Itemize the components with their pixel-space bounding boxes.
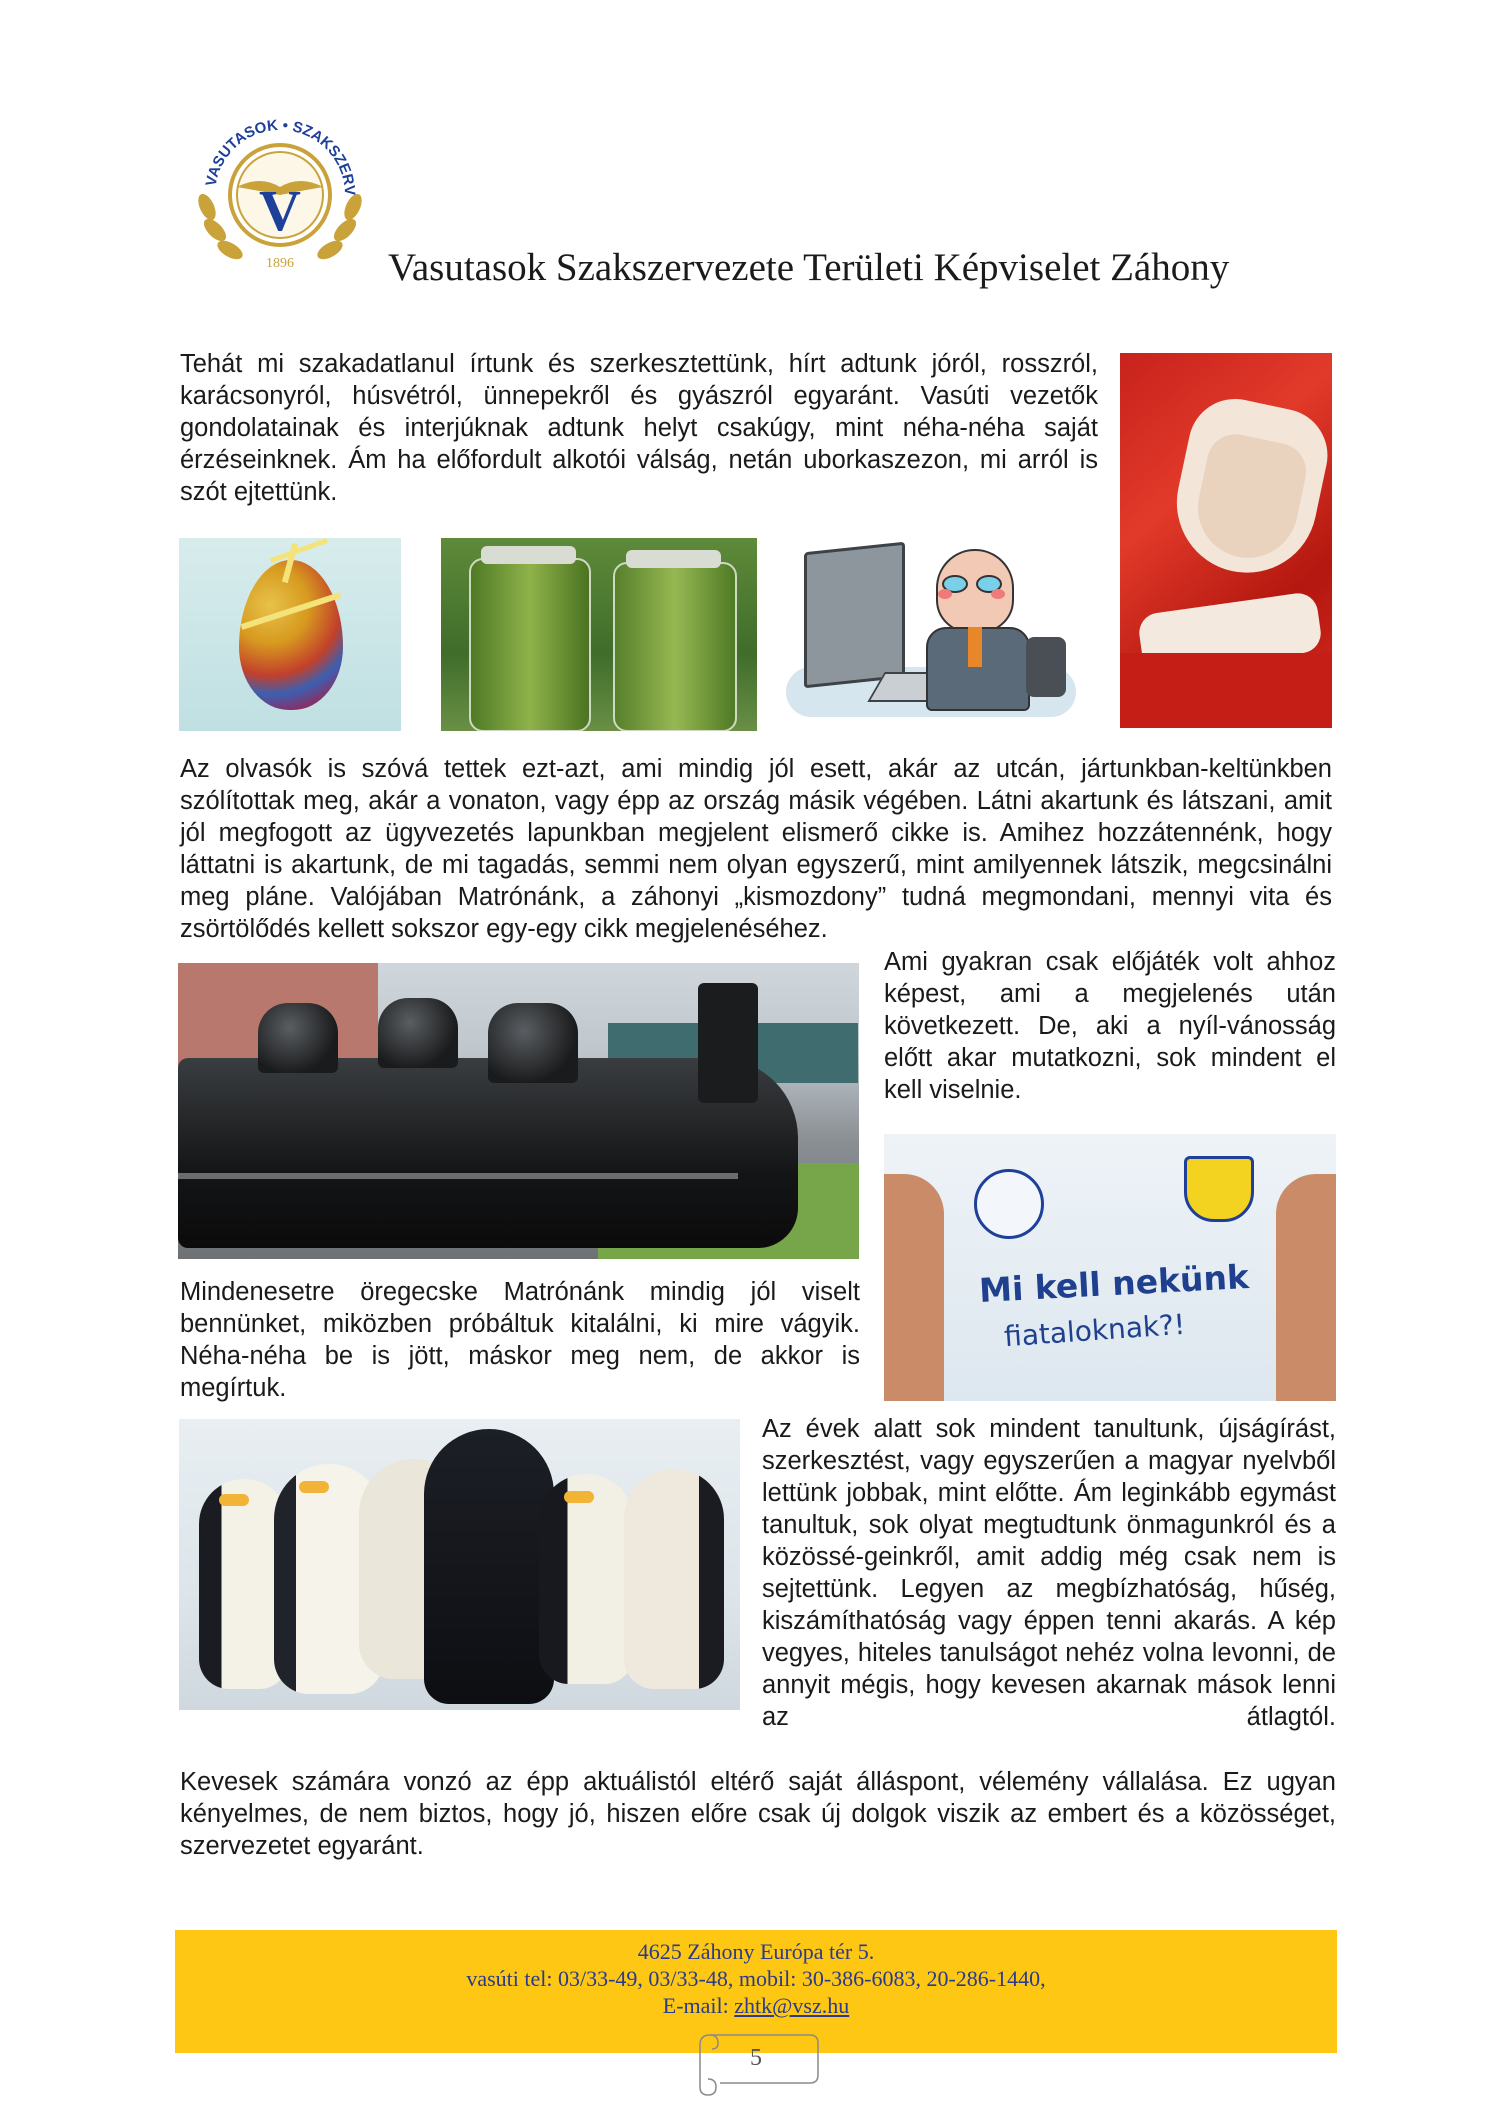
page-number: 5 [750,2045,762,2071]
footer-email-label: E-mail: [662,1993,735,2018]
paragraph-prelude: Ami gyakran csak előjáték volt ahhoz képest, ami a megjelenés után következett. De, aki a nyíl-vánosság előtt akar mutatkozni, sok mindent el kell viselnie. [884,948,1336,1104]
page-number-scroll [690,2025,825,2100]
santa-hat-photo [1120,353,1332,728]
page-title: Vasutasok Szakszervezete Területi Képviselet Záhony [388,246,1230,289]
union-shield-icon [1184,1156,1254,1222]
office-worker-cartoon [786,527,1082,727]
paragraph-conclusion: Kevesek számára vonzó az épp aktuálistól eltérő saját álláspont, vélemény vállalása. Ez ugyan kényelmes, de nem biztos, hogy jó, hiszen előre csak új dolgok viszik az embert és a közösséget, szervezetet egyaránt. [180,1768,1336,1860]
paragraph-readers: Az olvasók is szóvá tettek ezt-azt, ami mindig jól esett, akár az utcán, jártunkban-keltünkben szólítottak meg, akár a vonaton, vagy épp az ország másik végében. Látni akartunk és látszani, amit jól megfogott az ügyvezetés lapunkban megjelent elismerő cikke is. Amihez hozzátennénk, hogy láttatni is akartunk, de mi tagadás, semmi nem olyan egyszerű, mint amilyennek látszik, megcsinálni meg pláne. Valójában Matrónánk, a záhonyi „kismozdony” tudná megmondani, mennyi vita és zsörtölődés kellett sokszor egy-egy cikk megjelenéséhez. [180,755,1332,943]
paragraph-matrona: Mindenesetre öregecske Matrónánk mindig jól viselt bennünket, miközben próbáltuk kitalálni, ki mire vágyik. Néha-néha be is jött, máskor meg nem, de akkor is megírtuk. [180,1278,860,1402]
logo-initial: V [259,178,301,243]
locomotive-photo [178,963,859,1259]
union-emblem-icon [185,95,375,280]
logo-year: 1896 [266,256,294,271]
footer-address: 4625 Záhony Európa tér 5. [637,1939,875,1964]
penguins-photo [179,1419,740,1710]
pickles-photo [441,538,757,731]
tshirt-slogan-line1: Mi kell nekünk [978,1256,1250,1311]
union-logo [185,95,375,280]
easter-egg-photo [179,538,401,731]
footer-email-link[interactable]: zhtk@vsz.hu [734,1993,850,2018]
union-emblem-icon [974,1169,1044,1239]
footer-phones: vasúti tel: 03/33-49, 03/33-48, mobil: 30-386-6083, 20-286-1440, [466,1966,1046,1991]
paragraph-intro: Tehát mi szakadatlanul írtunk és szerkesztettünk, hírt adtunk jóról, rosszról, karácsonyról, húsvétról, ünnepekről és gyászról egyaránt. Vasúti vezetők gondolatainak és interjúknak adtunk helyt csakúgy, mint néha-néha saját érzéseinknek. Ám ha előfordult alkotói válság, netán uborkaszezon, mi arról is szót ejtettünk. [180,350,1098,506]
logo-ring-text: VASUTASOK • SZAKSZERV [202,116,359,196]
tshirt-slogan-line2: fiataloknak?! [1003,1307,1187,1354]
tshirt-slogan-photo [884,1134,1336,1401]
footer-email-line [175,1992,1337,2019]
paragraph-years: Az évek alatt sok mindent tanultunk, újságírást, szerkesztést, vagy egyszerűen a magyar nyelvből lettünk jobbak, mint előtte. Ám leginkább egymást tanultuk, sok olyat megtudtunk önmagunkról és a közössé-geinkről, amit addig még csak nem is sejtettünk. Legyen az megbízhatóság, hűség, kiszámíthatóság vagy éppen tenni akarás. A kép vegyes, hiteles tanulságot nehéz volna levonni, de annyit mégis, hogy kevesen akarnak mások lenni az átlagtól. [762,1415,1336,1731]
